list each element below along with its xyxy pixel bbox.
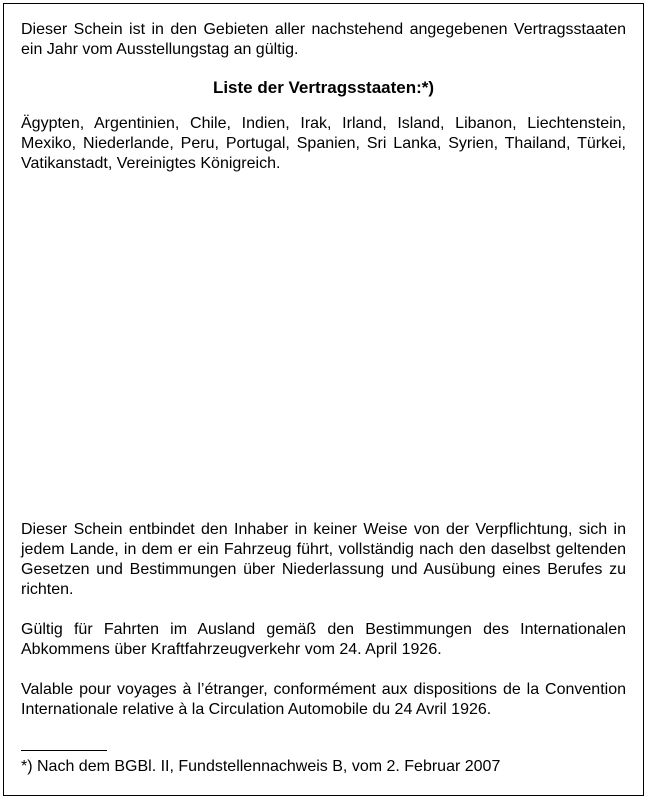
upper-section (21, 20, 626, 174)
validity-french-paragraph: Valable pour voyages à l’étranger, conformément aux dispositions de la Convention Internationale relative à la Circulation Automobile du 24 Avril 1926. (21, 681, 626, 718)
document-page (3, 3, 644, 796)
contracting-states-list: Ägypten, Argentinien, Chile, Indien, Irak, Irland, Island, Libanon, Liechtenstein, Mexiko, Niederlande, Peru, Portugal, Spanien, Sri Lanka, Syrien, Thailand, Türkei, Vatikanstadt, Vereinigtes Königreich. (21, 115, 626, 172)
obligation-paragraph: Dieser Schein entbindet den Inhaber in keiner Weise von der Verpflichtung, sich in jedem Lande, in dem er ein Fahrzeug führt, vollständig nach den daselbst geltenden Gesetzen und Bestimmungen über Niederlassung und Ausübung eines Berufes zu richten. (21, 521, 626, 598)
lower-section (21, 520, 626, 777)
footnote-divider (21, 750, 107, 751)
validity-german-paragraph: Gültig für Fahrten im Ausland gemäß den Bestimmungen des Internationalen Abkommens über Kraftfahrzeugverkehr vom 24. April 1926. (21, 621, 626, 658)
list-title: Liste der Vertragsstaaten:*) (212, 78, 435, 97)
intro-paragraph: Dieser Schein ist in den Gebieten aller nachstehend angegebenen Vertragsstaaten ein Jahr vom Ausstellungstag an gültig. (21, 21, 626, 58)
footnote: *) Nach dem BGBl. II, Fundstellennachweis B, vom 2. Februar 2007 (21, 758, 501, 775)
